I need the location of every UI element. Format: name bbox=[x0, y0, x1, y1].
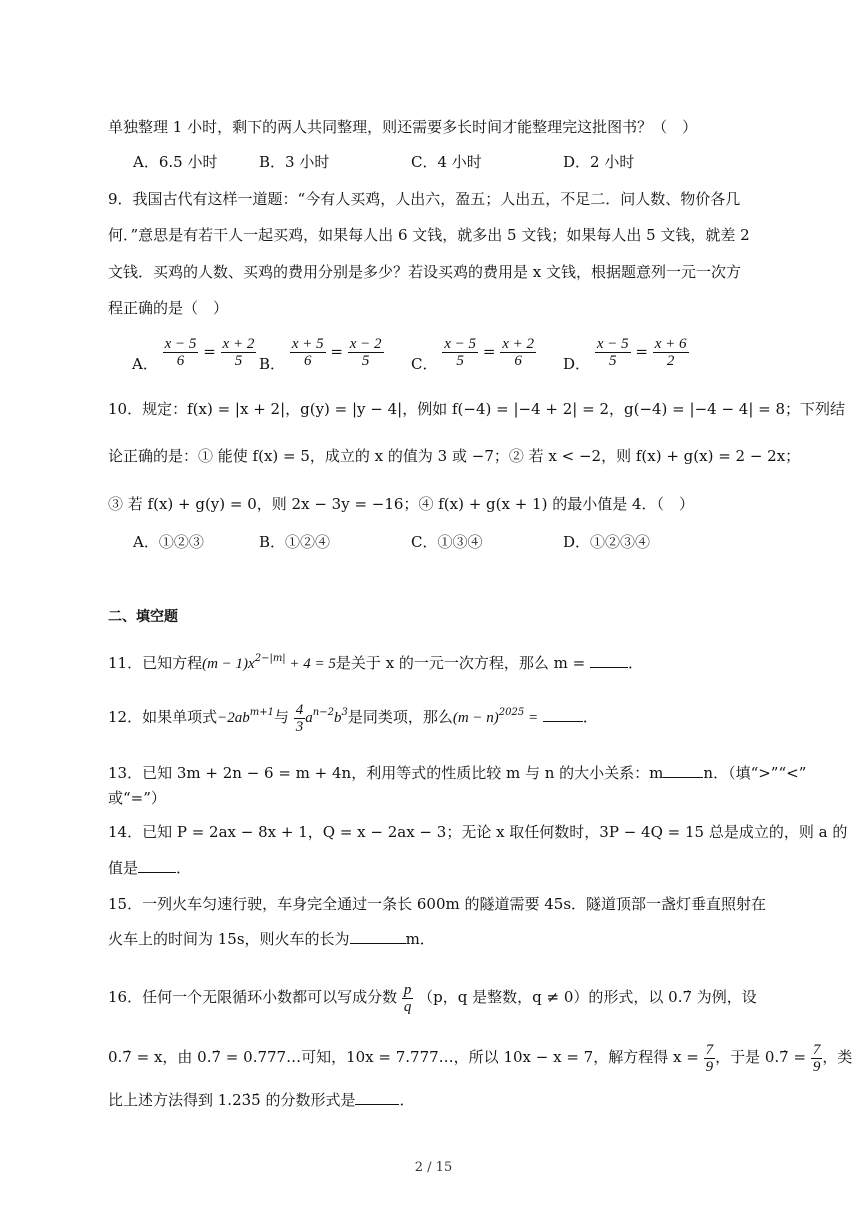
q11-text: 是关于 x 的一元一次方程，那么 m = bbox=[335, 654, 586, 672]
q15-text-a: 火车上的时间为 15s，则火车的长为 bbox=[108, 930, 350, 948]
fraction-denominator: q bbox=[403, 998, 412, 1015]
q13-text-a: 13．已知 3m + 2n − 6 = m + 4n，利用等式的性质比较 m 与 n 的大小关系：m bbox=[108, 764, 664, 782]
q16-line-1 bbox=[108, 980, 757, 1015]
q9-option-d-label: D． bbox=[563, 354, 591, 373]
q12-var-b: b bbox=[333, 710, 342, 726]
q9-option-c-label: C． bbox=[411, 354, 438, 373]
fraction-numerator: x + 5 bbox=[291, 336, 324, 352]
fraction-denominator: 3 bbox=[295, 718, 304, 735]
q12 bbox=[108, 700, 598, 737]
q13-answer-blank[interactable] bbox=[663, 763, 703, 778]
fraction-denominator: 5 bbox=[456, 353, 464, 369]
q15-line-1: 15．一列火车匀速行驶，车身完全通过一条长 600m 的隧道需要 45s．隧道顶部一盏灯垂直照射在 bbox=[108, 895, 767, 913]
q16-text-c: 0.7̇ = x，由 0.7̇ = 0.777…可知，10x = 7.777…，所以 10x − x = 7，解方程得 x = bbox=[108, 1048, 699, 1066]
q13-text-b: n．（填“>”“<” bbox=[703, 764, 807, 782]
q16-text-f: 比上述方法得到 1.23̇5̇ 的分数形式是 bbox=[108, 1091, 356, 1109]
q12-monomial-1: −2ab bbox=[217, 710, 250, 726]
q12-exponent-2: n−2 bbox=[312, 707, 334, 718]
q16-line-3 bbox=[108, 1090, 415, 1110]
q9-option-a-label: A． bbox=[132, 354, 158, 373]
q10-option-b: B．①②④ bbox=[259, 533, 331, 551]
fraction-numerator: x − 5 bbox=[596, 336, 629, 352]
q12-expr: (m − n) bbox=[452, 710, 499, 726]
q10-line-3: ③ 若 f(x) + g(y) = 0，则 2x − 3y = −16；④ f(x) + g(x + 1) 的最小值是 4．（ ） bbox=[108, 495, 695, 513]
fraction-numerator: x − 5 bbox=[164, 336, 197, 352]
q12-prefix: 12．如果单项式 bbox=[108, 708, 218, 726]
q9-option-a-right-fraction bbox=[221, 336, 257, 369]
q9-line-1: 9．我国古代有这样一道题：“今有人买鸡，人出六，盈五；人出五，不足二．问人数、物价各几 bbox=[108, 190, 741, 208]
q11-prefix: 11．已知方程 bbox=[108, 654, 203, 672]
q12-var-a: a bbox=[305, 710, 313, 726]
q14-answer-blank[interactable] bbox=[138, 858, 176, 873]
q11-exponent: 2−|m| bbox=[254, 653, 286, 664]
fraction-numerator: 7 bbox=[812, 1041, 821, 1058]
q10-line-1: 10．规定：f(x) = |x + 2|，g(y) = |y − 4|，例如 f(−4) = |−4 + 2| = 2，g(−4) = |−4 − 4| = 8；下列结 bbox=[108, 400, 846, 418]
q9-option-d: D． $\frac{x - 5}{5}$ = $\frac{x + 6}{2}$ bbox=[563, 336, 687, 373]
q14-period: ． bbox=[176, 859, 192, 877]
q10-option-a: A．①②③ bbox=[133, 533, 204, 551]
q9-option-b-label: B． bbox=[259, 354, 286, 373]
q12-exponent-1: m+1 bbox=[249, 707, 274, 718]
q12-equals: = bbox=[524, 710, 539, 726]
q11 bbox=[108, 653, 643, 676]
fraction-numerator: 4 bbox=[295, 701, 304, 718]
q16-fraction-7-9-b bbox=[811, 1042, 823, 1075]
q9-option-c-left-fraction bbox=[442, 336, 478, 369]
q16-fraction-7-9-a bbox=[704, 1042, 716, 1075]
q9-line-4: 程正确的是（ ） bbox=[108, 299, 229, 317]
q15-line-2 bbox=[108, 929, 435, 949]
q12-and: 与 bbox=[273, 708, 289, 726]
fraction-numerator: x + 6 bbox=[654, 336, 687, 352]
q10-option-d: D．①②③④ bbox=[563, 533, 651, 551]
q16-pq-fraction bbox=[402, 982, 414, 1015]
fraction-denominator: 6 bbox=[303, 353, 312, 369]
fraction-numerator: p bbox=[403, 981, 412, 998]
fraction-numerator: x − 2 bbox=[349, 336, 382, 352]
q12-exponent-4: 2025 bbox=[498, 707, 525, 718]
q10-option-c: C．①③④ bbox=[411, 533, 483, 551]
q9-line-3: 文钱．买鸡的人数、买鸡的费用分别是多少？若设买鸡的费用是 x 文钱，根据题意列一元一次方 bbox=[108, 263, 741, 281]
fraction-numerator: x + 2 bbox=[222, 336, 255, 352]
fraction-denominator: 2 bbox=[666, 353, 675, 369]
q11-period: ． bbox=[628, 654, 644, 672]
q8-option-b: B．3 小时 bbox=[259, 153, 330, 171]
q8-option-c: C．4 小时 bbox=[411, 153, 482, 171]
q16-text-b: （p，q 是整数，q ≠ 0）的形式，以 0.7̇ 为例，设 bbox=[418, 988, 757, 1006]
fraction-denominator: 6 bbox=[514, 353, 522, 369]
q12-exponent-3: 3 bbox=[341, 707, 348, 718]
q9-option-c-right-fraction bbox=[500, 336, 536, 369]
q8-stem-tail: 单独整理 1 小时，剩下的两人共同整理，则还需要多长时间才能整理完这批图书？（ ） bbox=[108, 118, 698, 136]
q11-answer-blank[interactable] bbox=[590, 653, 628, 668]
q13-line-2: 或“=”） bbox=[108, 789, 166, 807]
q15-unit: m． bbox=[405, 930, 435, 948]
q16-text-d: ，于是 0.7̇ = bbox=[715, 1048, 807, 1066]
q9-option-b-left-fraction bbox=[290, 336, 326, 369]
q9-option-a-left-fraction bbox=[163, 336, 199, 369]
q14-line-2 bbox=[108, 858, 191, 878]
q15-answer-blank[interactable] bbox=[350, 929, 406, 944]
q9-option-b-right-fraction bbox=[348, 336, 384, 369]
q9-option-d-right-fraction bbox=[653, 336, 689, 369]
fraction-numerator: x − 5 bbox=[444, 336, 477, 352]
fraction-numerator: 7 bbox=[705, 1041, 714, 1058]
q11-expr-tail: + 4 = 5 bbox=[285, 656, 336, 672]
q10-line-2: 论正确的是：① 能使 f(x) = 5，成立的 x 的值为 3 或 −7；② 若 x < −2，则 f(x) + g(x) = 2 − 2x； bbox=[108, 447, 801, 465]
q12-period: ． bbox=[582, 708, 598, 726]
q9-option-d-left-fraction bbox=[595, 336, 631, 369]
q14-text-a: 值是 bbox=[108, 859, 139, 877]
q16-answer-blank[interactable] bbox=[355, 1090, 399, 1105]
q12-answer-blank[interactable] bbox=[543, 707, 583, 722]
q12-text: 是同类项，那么 bbox=[347, 708, 453, 726]
q11-expr: (m − 1)x bbox=[202, 656, 255, 672]
q8-option-a: A．6.5 小时 bbox=[133, 153, 218, 171]
q8-option-d: D．2 小时 bbox=[563, 153, 635, 171]
fraction-denominator: 5 bbox=[234, 353, 243, 369]
section-heading-fill-in: 二、填空题 bbox=[108, 609, 178, 625]
fraction-denominator: 9 bbox=[705, 1058, 714, 1075]
q16-period: ． bbox=[399, 1091, 415, 1109]
fraction-denominator: 5 bbox=[608, 353, 617, 369]
fraction-denominator: 5 bbox=[361, 353, 370, 369]
fraction-numerator: x + 2 bbox=[502, 336, 534, 352]
q9-line-2: 何．”意思是有若干人一起买鸡，如果每人出 6 文钱，就多出 5 文钱；如果每人出 5 文钱，就差 2 bbox=[108, 226, 750, 244]
q14-line-1: 14．已知 P = 2ax − 8x + 1，Q = x − 2ax − 3；无论 x 取任何数时，3P − 4Q = 15 总是成立的，则 a 的 bbox=[108, 823, 848, 841]
q16-text-a: 16．任何一个无限循环小数都可以写成分数 bbox=[108, 988, 398, 1006]
q16-text-e: ，类 bbox=[822, 1048, 853, 1066]
page-number: 2 / 15 bbox=[414, 1160, 453, 1175]
q9-option-c: C． $\frac{x - 5}{5}$ = $\frac{x + 2}{6}$ bbox=[411, 336, 534, 373]
fraction-denominator: 9 bbox=[812, 1058, 821, 1075]
q13-line-1 bbox=[108, 763, 806, 783]
q16-line-2 bbox=[108, 1040, 852, 1075]
fraction-denominator: 6 bbox=[176, 353, 185, 369]
q12-coefficient-fraction bbox=[294, 702, 306, 735]
q9-option-a: A． $\frac{x - 5}{6}$ = $\frac{x + 2}{5}$ bbox=[132, 336, 255, 373]
q9-option-b: B． $\frac{x + 5}{6}$ = $\frac{x - 2}{5}$ bbox=[259, 336, 382, 373]
